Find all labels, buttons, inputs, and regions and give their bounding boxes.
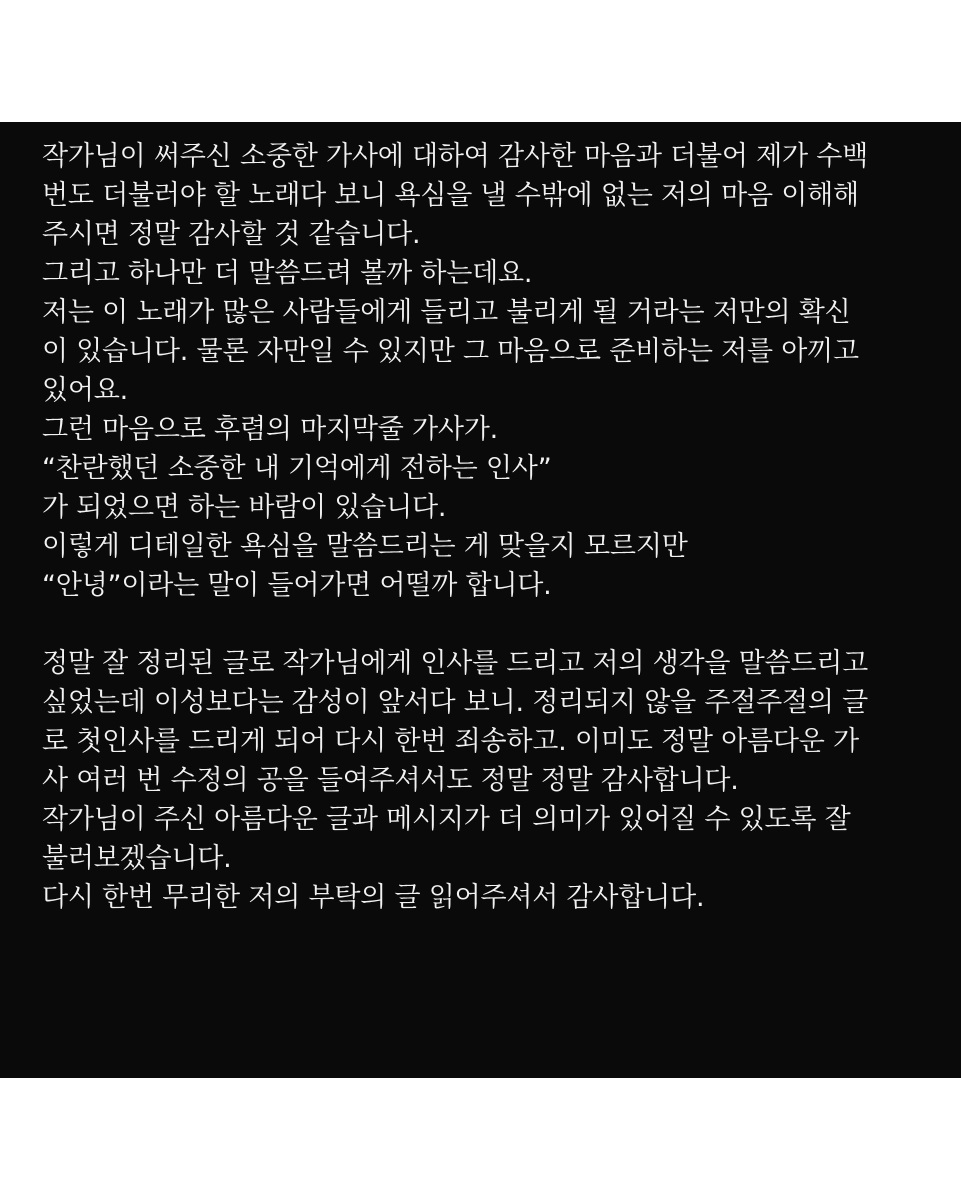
letter-line: “찬란했던 소중한 내 기억에게 전하는 인사”: [42, 453, 552, 484]
letter-line: 있어요.: [42, 375, 129, 406]
letter-paragraph-2: [42, 644, 921, 917]
letter-paragraph-1: [42, 137, 921, 605]
letter-line: 저는 이 노래가 많은 사람들에게 들리고 불리게 될 거라는 저만의 확신: [42, 297, 851, 328]
letter-line: 그런 마음으로 후렴의 마지막줄 가사가.: [42, 414, 499, 445]
letter-line: 싶었는데 이성보다는 감성이 앞서다 보니. 정리되지 않을 주절주절의 글: [42, 687, 869, 718]
letter-line: 다시 한번 무리한 저의 부탁의 글 읽어주셔서 감사합니다.: [42, 882, 705, 913]
letter-line: 작가님이 주신 아름다운 글과 메시지가 더 의미가 있어질 수 있도록 잘: [42, 804, 851, 835]
letter-panel: [0, 122, 961, 1078]
letter-line: 이 있습니다. 물론 자만일 수 있지만 그 마음으로 준비하는 저를 아끼고: [42, 336, 859, 367]
letter-line: 주시면 정말 감사할 것 같습니다.: [42, 219, 421, 250]
letter-line: 그리고 하나만 더 말씀드려 볼까 하는데요.: [42, 258, 533, 289]
letter-line: 불러보겠습니다.: [42, 843, 232, 874]
letter-line: “안녕”이라는 말이 들어가면 어떨까 합니다.: [42, 570, 552, 601]
letter-line: 번도 더불러야 할 노래다 보니 욕심을 낼 수밖에 없는 저의 마음 이해해: [42, 180, 859, 211]
letter-line: 이렇게 디테일한 욕심을 말씀드리는 게 맞을지 모르지만: [42, 531, 688, 562]
letter-line: 사 여러 번 수정의 공을 들여주셔서도 정말 정말 감사합니다.: [42, 765, 739, 796]
letter-line: 정말 잘 정리된 글로 작가님에게 인사를 드리고 저의 생각을 말씀드리고: [42, 648, 869, 679]
letter-line: 작가님이 써주신 소중한 가사에 대하여 감사한 마음과 더불어 제가 수백: [42, 141, 869, 172]
letter-line: 가 되었으면 하는 바람이 있습니다.: [42, 492, 447, 523]
letter-line: 로 첫인사를 드리게 되어 다시 한번 죄송하고. 이미도 정말 아름다운 가: [42, 726, 859, 757]
